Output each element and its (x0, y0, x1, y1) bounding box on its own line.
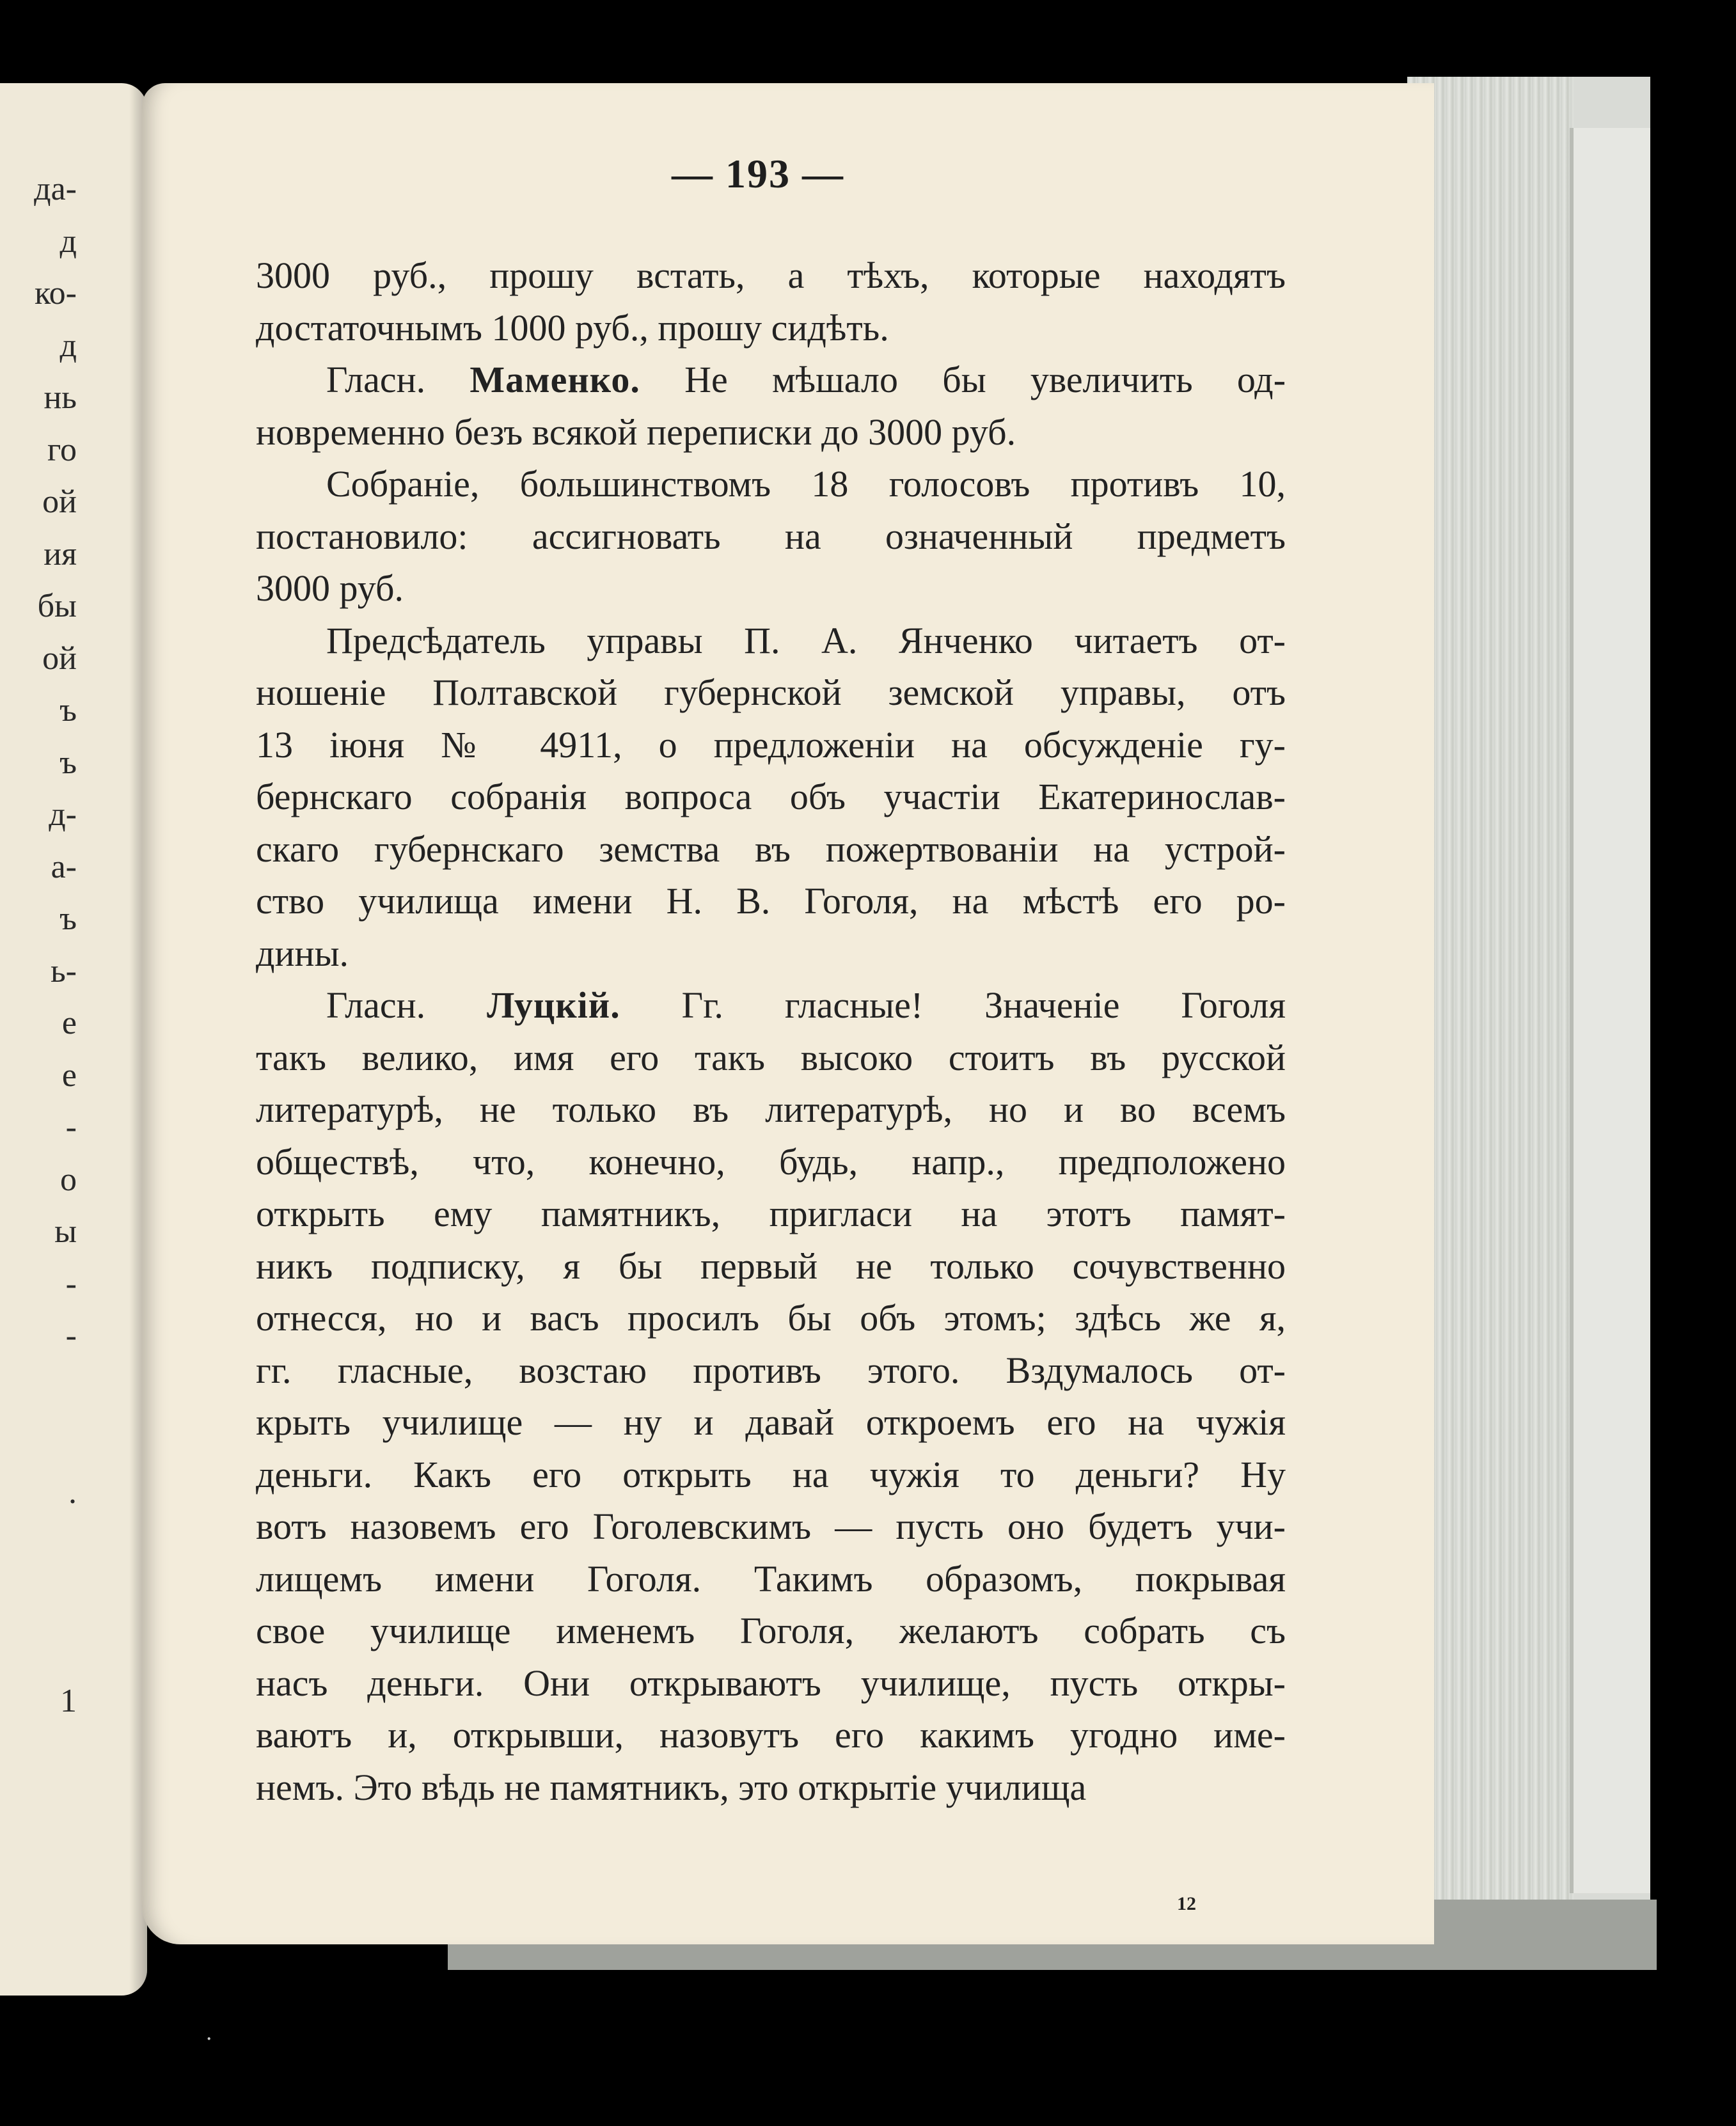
text-line: насъ деньги. Они открываютъ училище, пусть откры- (256, 1662, 1286, 1704)
paragraph (256, 979, 1286, 1813)
text-line: никъ подписку, я бы первый не только сочувственно (256, 1245, 1286, 1287)
previous-page-line-ending: ъ (59, 744, 77, 781)
previous-page-line-ending: 1 (60, 1682, 77, 1719)
previous-page-line-ending: д (59, 327, 77, 364)
text-line: 3000 руб., прошу встать, а тѣхъ, которые находятъ (256, 255, 1286, 296)
previous-page-line-ending: ь- (50, 952, 77, 989)
signature-mark: 12 (1177, 1893, 1196, 1914)
book-page-edges (1407, 77, 1650, 1970)
speech-text: Гг. гласные! Значеніе Гоголя (681, 984, 1286, 1026)
text-line: свое училище именемъ Гоголя, желаютъ собрать съ (256, 1610, 1286, 1651)
previous-page-line-ending: д (59, 223, 77, 260)
previous-page-line-ending: д- (49, 796, 77, 833)
text-line: 3000 руб. (256, 567, 404, 609)
previous-page-line-ending: го (47, 431, 77, 468)
previous-page-line-ending: бы (37, 588, 77, 624)
previous-page-line-ending: о (60, 1161, 77, 1198)
previous-page-line-ending: е (61, 1057, 77, 1094)
text-line: ношеніе Полтавской губернской земской управы, отъ (256, 672, 1286, 713)
text-line: лищемъ имени Гоголя. Такимъ образомъ, покрывая (256, 1557, 1286, 1600)
previous-page-line-ending: - (65, 1109, 77, 1146)
speaker-name: Луцкій. (487, 984, 620, 1026)
text-line: бернскаго собранія вопроса объ участіи Екатеринослав- (256, 776, 1286, 817)
speech-text: Не мѣшало бы увеличить од- (684, 359, 1286, 400)
text-line: дины. (256, 932, 349, 974)
paragraph (256, 458, 1286, 615)
page-number: — 193 — (672, 151, 844, 196)
previous-page-line-ending: нь (43, 379, 77, 416)
previous-page-line-ending: - (65, 1318, 77, 1354)
text-line: обществѣ, что, конечно, будь, напр., предположено (256, 1140, 1286, 1183)
text-line: крыть училище — ну и давай откроемъ его на чужія (256, 1401, 1286, 1443)
text-line: ство училища имени Н. В. Гоголя, на мѣстѣ его ро- (256, 880, 1286, 922)
previous-page-line-ending: е (61, 1005, 77, 1041)
speaker-prefix: Гласн. (326, 984, 426, 1026)
previous-page-line-ending: ой (42, 484, 77, 520)
previous-page-line-ending: ко- (35, 275, 77, 311)
previous-page-line-ending: ы (54, 1213, 77, 1250)
previous-page-line-ending: да- (34, 171, 77, 207)
previous-page-line-ending: ъ (59, 692, 77, 728)
text-line (256, 979, 1286, 1032)
text-line: 13 іюня № 4911, о предложеніи на обсужденіе гу- (256, 723, 1286, 766)
previous-page-line-ending: . (68, 1474, 77, 1511)
paragraph (256, 354, 1286, 458)
text-line: такъ велико, имя его такъ высоко стоитъ въ русской (256, 1036, 1286, 1078)
previous-page-line-ending: а- (51, 848, 77, 885)
text-line: ваютъ и, открывши, назовутъ его какимъ угодно име- (256, 1714, 1286, 1756)
text-line: открыть ему памятникъ, пригласи на этотъ памят- (256, 1193, 1286, 1234)
text-line: гг. гласные, возстаю противъ этого. Вздумалось от- (256, 1349, 1286, 1391)
paragraph (256, 615, 1286, 980)
text-line: скаго губернскаго земства въ пожертвованіи на устрой- (256, 828, 1286, 870)
paragraph (256, 249, 1286, 354)
previous-page-line-ending: - (65, 1265, 77, 1302)
book-cover-edge (1570, 128, 1650, 1893)
previous-page-fragment (0, 83, 147, 1996)
previous-page-line-ending: ъ (59, 901, 77, 937)
text-line: немъ. Это вѣдь не памятникъ, это открытіе училища (256, 1766, 1087, 1808)
text-line: деньги. Какъ его открыть на чужія то деньги? Ну (256, 1453, 1286, 1495)
text-line: Предсѣдатель управы П. А. Янченко читаетъ от- (326, 619, 1286, 661)
text-line: постановило: ассигновать на означенный предметъ (256, 515, 1286, 557)
previous-page-line-ending: ой (42, 640, 77, 677)
text-line: Собраніе, большинствомъ 18 голосовъ противъ 10, (326, 463, 1286, 505)
text-line (256, 354, 1286, 406)
corner-speck: ˙ (205, 2031, 214, 2060)
previous-page-line-ending: ия (43, 535, 77, 572)
page-body-text (256, 249, 1286, 1813)
text-line: отнесся, но и васъ просилъ бы объ этомъ; здѣсь же я, (256, 1297, 1286, 1339)
speaker-name: Маменко. (470, 359, 640, 400)
text-line: новременно безъ всякой переписки до 3000 руб. (256, 411, 1016, 453)
speaker-prefix: Гласн. (326, 359, 426, 400)
text-line: вотъ назовемъ его Гоголевскимъ — пусть оно будетъ учи- (256, 1506, 1286, 1547)
text-line: достаточнымъ 1000 руб., прошу сидѣть. (256, 306, 889, 349)
text-line: литературѣ, не только въ литературѣ, но и во всемъ (256, 1089, 1286, 1130)
